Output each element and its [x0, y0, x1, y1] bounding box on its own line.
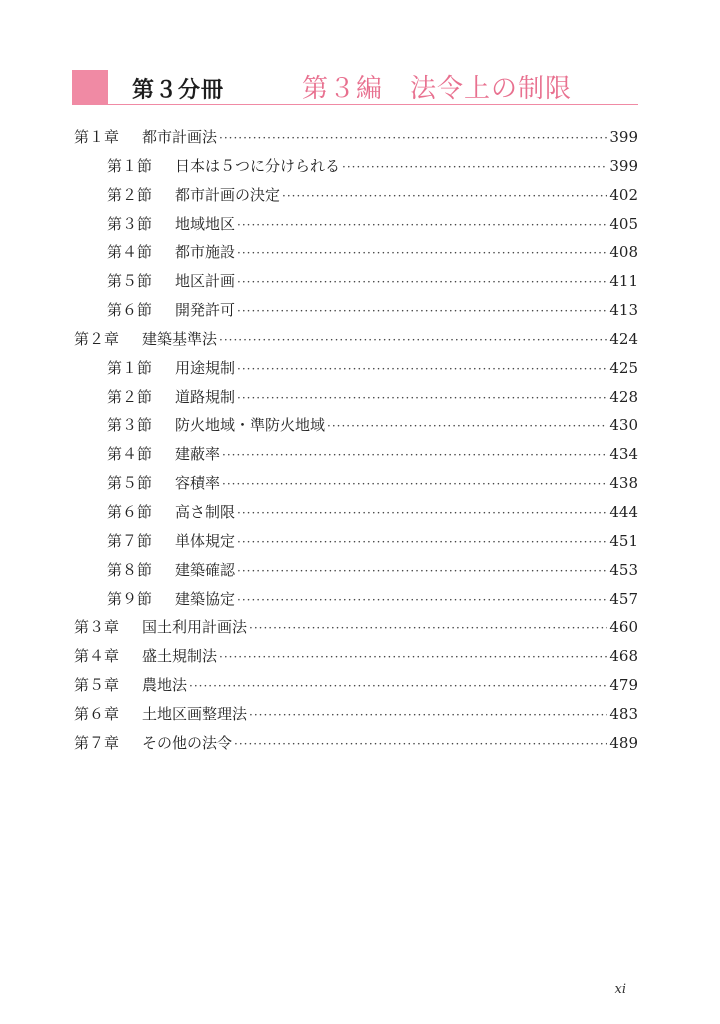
toc-entry-page: 428 — [609, 387, 638, 406]
toc-entry-title: 道路規制 — [175, 387, 236, 406]
toc-entry-title: 建築協定 — [175, 589, 236, 608]
toc-entry-page: 444 — [609, 502, 638, 521]
toc-entry-number: 第７節 — [107, 531, 153, 550]
toc-entry-number: 第５節 — [107, 474, 153, 493]
toc-section[interactable] — [74, 469, 638, 498]
toc-section[interactable] — [74, 527, 638, 556]
toc-dot-leader — [237, 211, 607, 239]
toc-entry-label — [107, 585, 235, 613]
toc-dot-leader — [237, 557, 607, 585]
toc-dot-leader — [219, 643, 607, 671]
toc-entry-number: 第５章 — [74, 676, 120, 695]
toc-section[interactable] — [74, 440, 638, 469]
toc-dot-leader — [219, 326, 607, 354]
toc-entry-page: 399 — [609, 156, 638, 175]
toc-entry-title: 土地区画整理法 — [142, 704, 248, 723]
toc-dot-leader — [237, 384, 607, 412]
toc-section[interactable] — [74, 238, 638, 267]
toc-entry-label — [74, 123, 217, 151]
toc-dot-leader — [237, 528, 607, 556]
toc-entry-title: 国土利用計画法 — [142, 618, 248, 637]
toc-dot-leader — [237, 499, 607, 527]
toc-entry-number: 第６章 — [74, 704, 120, 723]
toc-entry-label — [107, 469, 220, 497]
toc-dot-leader — [237, 355, 607, 383]
toc-dot-leader — [327, 412, 607, 440]
header-rule — [72, 104, 638, 105]
toc-dot-leader — [222, 441, 607, 469]
toc-dot-leader — [234, 730, 607, 758]
toc-entry-title: 都市施設 — [175, 243, 236, 262]
toc-entry-label — [107, 267, 235, 295]
toc-dot-leader — [222, 470, 607, 498]
toc-entry-number: 第３節 — [107, 214, 153, 233]
toc-entry-title: 単体規定 — [175, 531, 236, 550]
toc-section[interactable] — [74, 383, 638, 412]
toc-section[interactable] — [74, 210, 638, 239]
toc-entry-number: 第２節 — [107, 185, 153, 204]
toc-entry-label — [107, 440, 220, 468]
table-of-contents — [74, 123, 638, 758]
toc-entry-number: 第６節 — [107, 502, 153, 521]
toc-chapter[interactable] — [74, 729, 638, 758]
toc-entry-number: 第６節 — [107, 301, 153, 320]
part-title: 第３編 法令上の制限 — [302, 74, 573, 104]
toc-entry-number: 第２章 — [74, 329, 120, 348]
toc-entry-page: 438 — [609, 474, 638, 493]
toc-section[interactable] — [74, 354, 638, 383]
toc-entry-title: 防火地域・準防火地域 — [175, 416, 326, 435]
toc-entry-number: 第２節 — [107, 387, 153, 406]
toc-entry-number: 第１節 — [107, 358, 153, 377]
toc-entry-page: 457 — [609, 589, 638, 608]
toc-section[interactable] — [74, 181, 638, 210]
volume-label: 第３分冊 — [132, 78, 225, 103]
toc-entry-label — [107, 296, 235, 324]
toc-section[interactable] — [74, 411, 638, 440]
toc-entry-label — [107, 354, 235, 382]
toc-entry-label — [74, 671, 187, 699]
toc-entry-page: 430 — [609, 416, 638, 435]
toc-entry-label — [107, 527, 235, 555]
toc-entry-title: 建築確認 — [175, 560, 236, 579]
toc-chapter[interactable] — [74, 642, 638, 671]
toc-entry-title: 都市計画の決定 — [175, 185, 281, 204]
toc-entry-page: 413 — [609, 301, 638, 320]
toc-entry-number: 第１節 — [107, 156, 153, 175]
toc-dot-leader — [219, 124, 607, 152]
toc-dot-leader — [237, 297, 607, 325]
toc-entry-label — [107, 498, 235, 526]
toc-entry-title: 建蔽率 — [175, 445, 221, 464]
toc-entry-number: 第４章 — [74, 647, 120, 666]
toc-entry-number: 第１章 — [74, 128, 120, 146]
toc-entry-label — [107, 383, 235, 411]
toc-entry-page: 425 — [609, 358, 638, 377]
toc-entry-label — [107, 556, 235, 584]
toc-chapter[interactable] — [74, 671, 638, 700]
toc-entry-label — [74, 613, 247, 641]
toc-chapter[interactable] — [74, 700, 638, 729]
toc-entry-label — [74, 729, 232, 757]
toc-dot-leader — [189, 672, 607, 700]
toc-entry-title: 日本は５つに分けられる — [175, 156, 341, 175]
toc-entry-number: 第５節 — [107, 272, 153, 291]
toc-entry-page: 411 — [609, 272, 638, 291]
toc-entry-page: 402 — [609, 185, 638, 204]
toc-entry-title: 建築基準法 — [142, 329, 218, 348]
toc-entry-number: 第８節 — [107, 560, 153, 579]
toc-entry-title: 容積率 — [175, 474, 221, 493]
toc-entry-label — [74, 642, 217, 670]
toc-chapter[interactable] — [74, 123, 638, 152]
toc-entry-label — [107, 411, 325, 439]
toc-entry-title: 高さ制限 — [175, 502, 236, 521]
toc-section[interactable] — [74, 296, 638, 325]
toc-dot-leader — [342, 153, 607, 181]
toc-section[interactable] — [74, 152, 638, 181]
toc-entry-label — [107, 152, 340, 180]
toc-entry-page: 479 — [609, 676, 638, 695]
toc-entry-page: 489 — [609, 733, 638, 752]
toc-entry-title: 地域地区 — [175, 214, 236, 233]
toc-entry-number: 第９節 — [107, 589, 153, 608]
toc-entry-page: 460 — [609, 618, 638, 637]
toc-entry-page: 434 — [609, 445, 638, 464]
toc-chapter[interactable] — [74, 325, 638, 354]
toc-chapter[interactable] — [74, 613, 638, 642]
toc-entry-page: 451 — [609, 531, 638, 550]
toc-dot-leader — [237, 586, 607, 614]
toc-entry-title: 農地法 — [142, 676, 188, 695]
toc-entry-page: 405 — [609, 214, 638, 233]
toc-entry-number: 第３章 — [74, 618, 120, 637]
toc-entry-title: 都市計画法 — [142, 128, 218, 146]
toc-entry-title: 地区計画 — [175, 272, 236, 291]
toc-entry-page: 453 — [609, 560, 638, 579]
toc-entry-label — [74, 700, 247, 728]
toc-dot-leader — [249, 614, 607, 642]
toc-entry-number: 第３節 — [107, 416, 153, 435]
toc-entry-page: 424 — [609, 329, 638, 348]
toc-entry-label — [107, 210, 235, 238]
toc-section[interactable] — [74, 498, 638, 527]
toc-entry-title: 盛土規制法 — [142, 647, 218, 666]
part-header — [72, 70, 638, 108]
toc-dot-leader — [237, 239, 607, 267]
toc-entry-label — [74, 325, 217, 353]
toc-entry-label — [107, 238, 235, 266]
toc-entry-title: その他の法令 — [142, 733, 233, 752]
toc-section[interactable] — [74, 267, 638, 296]
toc-entry-number: 第７章 — [74, 733, 120, 752]
toc-entry-number: 第４節 — [107, 445, 153, 464]
toc-dot-leader — [282, 182, 607, 210]
toc-section[interactable] — [74, 556, 638, 585]
page-number: xi — [614, 982, 626, 997]
part-marker-square — [72, 70, 108, 104]
toc-dot-leader — [249, 701, 607, 729]
toc-entry-title: 開発許可 — [175, 301, 236, 320]
toc-entry-page: 468 — [609, 647, 638, 666]
toc-entry-page: 483 — [609, 704, 638, 723]
toc-entry-page: 399 — [609, 128, 638, 146]
toc-section[interactable] — [74, 585, 638, 614]
toc-entry-title: 用途規制 — [175, 358, 236, 377]
toc-entry-number: 第４節 — [107, 243, 153, 262]
toc-entry-label — [107, 181, 280, 209]
toc-entry-page: 408 — [609, 243, 638, 262]
toc-dot-leader — [237, 268, 607, 296]
